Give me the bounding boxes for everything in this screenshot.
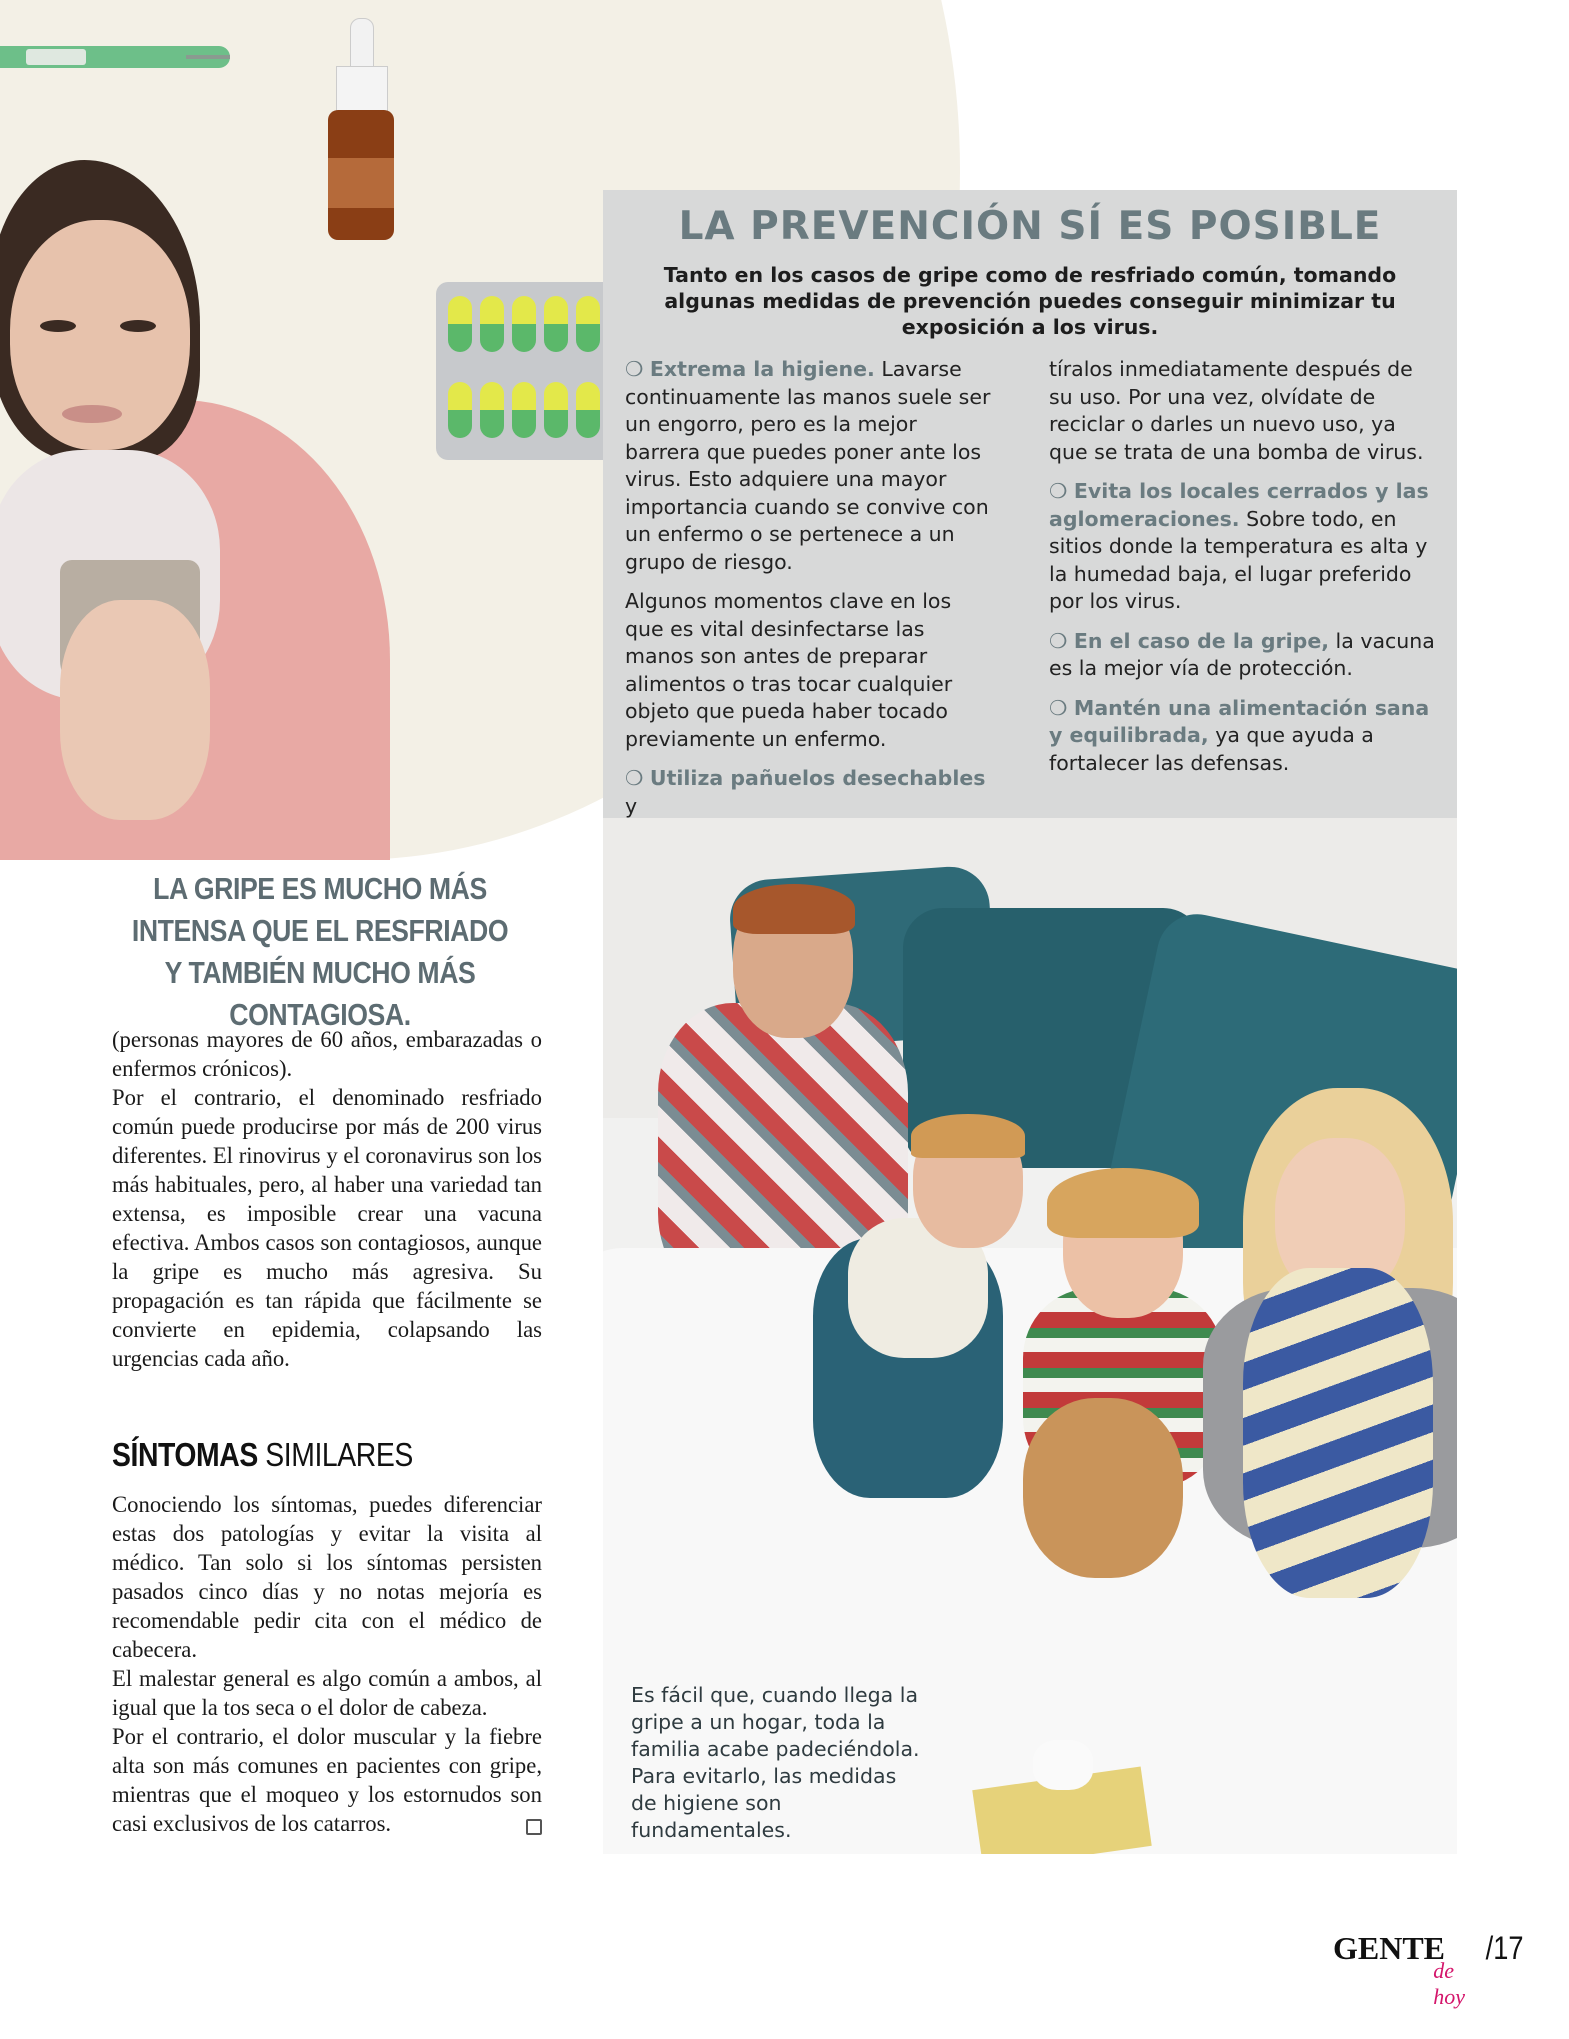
prevention-item-lead: Utiliza pañuelos desechables [649, 766, 986, 790]
bullet-icon: ❍ [1049, 628, 1068, 653]
teddy-bear-icon [1023, 1398, 1183, 1578]
section-heading [112, 1436, 482, 1474]
paragraph [112, 1722, 542, 1838]
prevention-item-lead: Evita los locales cerrados y las aglomeraciones. [1049, 479, 1429, 531]
photo-caption: Es fácil que, cuando llega la gripe a un hogar, toda la familia acabe padeciéndola. Para evitarlo, las medidas de higiene son fundamentales. [631, 1683, 920, 1842]
prevention-item [1049, 356, 1439, 466]
prevention-item [1049, 695, 1439, 778]
prevention-item-text: ya que ayuda a fortalecer las defensas. [1049, 723, 1374, 775]
prevention-item [1049, 628, 1439, 683]
paragraph: Conociendo los síntomas, puedes diferenciar estas dos patologías y evitar la visita al médico. Tan solo si los síntomas persisten pasados cinco días y no notas mejoría es recomendable pedir cita con el médico de cabecera. [112, 1492, 542, 1662]
prevention-item [1049, 478, 1439, 616]
prevention-item-lead: Mantén una alimentación sana y equilibrada, [1049, 695, 1430, 747]
paragraph-text: Por el contrario, el dolor muscular y la fiebre alta son más comunes en pacientes con gripe, mientras que el moqueo y los estornudos son casi exclusivos de los catarros. [112, 1724, 542, 1836]
section-heading-light: SIMILARES [257, 1436, 413, 1473]
thermometer-icon [0, 42, 240, 72]
prevention-box [603, 190, 1457, 818]
body-text-intro [112, 1025, 542, 1373]
prevention-item-text: Sobre todo, en sitios donde la temperatura es alta y la humedad baja, el lugar preferido por los virus. [1049, 506, 1428, 613]
pull-quote: LA GRIPE ES MUCHO MÁS INTENSA QUE EL RESFRIADO Y TAMBIÉN MUCHO MÁS CONTAGIOSA. [131, 871, 509, 1032]
sick-woman-photo [0, 150, 400, 860]
prevention-item-text: Algunos momentos clave en los que es vital desinfectarse las manos son antes de preparar alimentos o tras tocar cualquier objeto que pueda haber tocado previamente un enfermo. [625, 589, 953, 751]
bullet-icon: ❍ [1049, 695, 1068, 720]
bullet-icon: ❍ [625, 357, 644, 381]
body-text-symptoms [112, 1490, 542, 1838]
prevention-item [625, 765, 995, 820]
bullet-icon: ❍ [1049, 479, 1068, 503]
paragraph: Por el contrario, el denominado resfriado común puede producirse por más de 200 virus diferentes. El rinovirus y el coronavirus son los más habituales, pero, al haber una variedad tan extensa, es imposible crear una vacuna efectiva. Ambos casos son contagiosos, aunque la gripe es mucho más agresiva. Su propagación es tan rápida que fácilmente se convierte en epidemia, colapsando las urgencias cada año. [112, 1085, 542, 1371]
family-in-bed-photo [603, 818, 1457, 1854]
prevention-item-lead: Extrema la higiene. [649, 357, 875, 381]
brand-logo: GENTE [1332, 1930, 1445, 1966]
prevention-item [625, 588, 995, 753]
page-number: /17 [1485, 1930, 1523, 1966]
prevention-item-text: la vacuna es la mejor vía de protección. [1049, 628, 1435, 680]
prevention-column-left [625, 356, 995, 832]
paragraph: El malestar general es algo común a ambos, al igual que la tos seca o el dolor de cabeza. [112, 1666, 542, 1720]
prevention-item-text: y [625, 793, 638, 818]
prevention-title: LA PREVENCIÓN SÍ ES POSIBLE [678, 204, 1382, 249]
bullet-icon: ❍ [625, 766, 644, 790]
prevention-item-text: tíralos inmediatamente después de su uso. Por una vez, olvídate de reciclar o darles un nuevo uso, ya que se trata de una bomba de virus. [1049, 357, 1424, 464]
prevention-column-right [1049, 356, 1439, 789]
brand-logo-sub: de hoy [1433, 1958, 1465, 2009]
prevention-item-lead: En el caso de la gripe, [1073, 628, 1330, 653]
prevention-item-text: Lavarse continuamente las manos suele ser un engorro, pero es la mejor barrera que puedes poner ante los virus. Esto adquiere una mayor importancia cuando se convive con un enfermo o se pertenece a un grupo de riesgo. [625, 357, 991, 574]
prevention-intro: Tanto en los casos de gripe como de resfriado común, tomando algunas medidas de prevención puedes conseguir minimizar tu exposición a los virus. [663, 263, 1397, 339]
pill-blister-icon [436, 282, 616, 460]
paragraph: (personas mayores de 60 años, embarazadas o enfermos crónicos). [112, 1027, 542, 1081]
prevention-item [625, 356, 995, 576]
section-heading-strong: SÍNTOMAS [112, 1436, 258, 1473]
end-square-icon [526, 1819, 542, 1835]
